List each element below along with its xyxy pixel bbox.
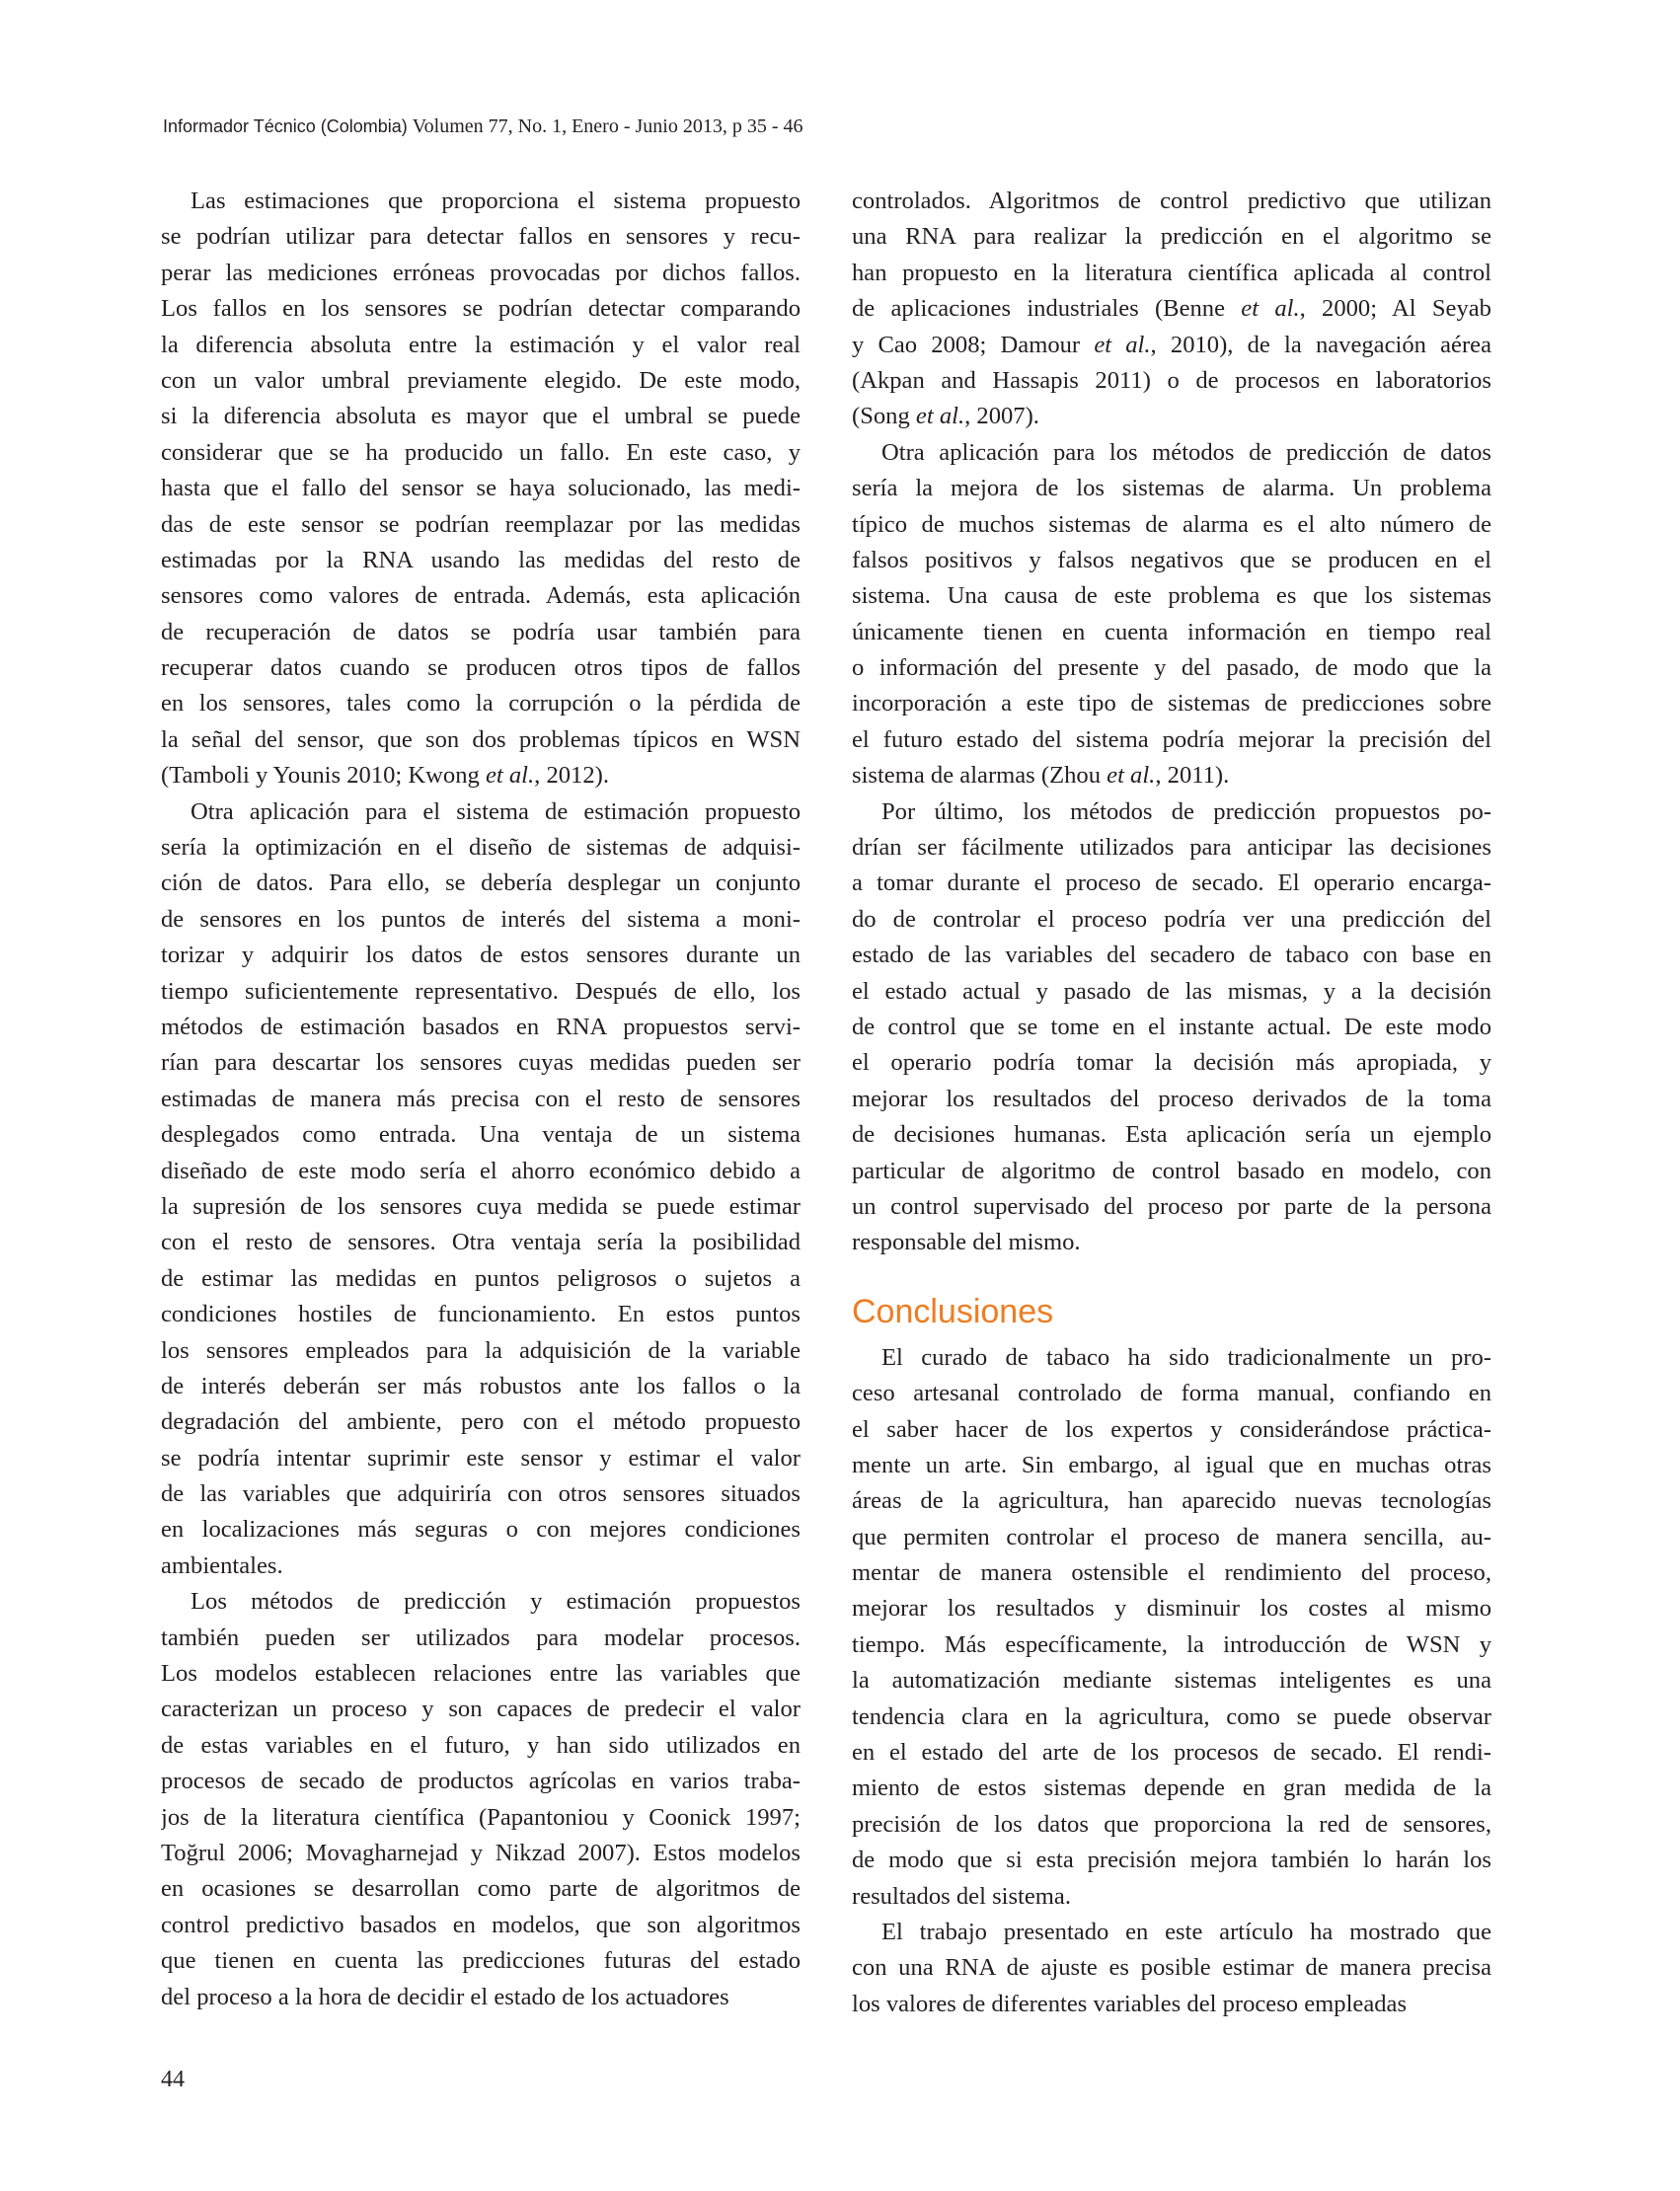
text-line: métodos de estimación basados en RNA propuestos servi- xyxy=(161,1013,801,1040)
text-line: en ocasiones se desarrollan como parte de algoritmos de xyxy=(161,1875,801,1903)
text-line: ción de datos. Para ello, se debería desplegar un conjunto xyxy=(161,869,801,897)
text-line: miento de estos sistemas depende en gran medida de la xyxy=(852,1775,1491,1802)
text-line: Toğrul 2006; Movagharnejad y Nikzad 2007). Estos modelos xyxy=(161,1839,801,1866)
text-line: en localizaciones más seguras o con mejores condiciones xyxy=(161,1516,801,1544)
text-line: torizar y adquirir los datos de estos sensores durante un xyxy=(161,942,801,969)
right-column xyxy=(852,184,1491,2022)
text-line: de interés deberán ser más robustos ante los fallos o la xyxy=(161,1372,801,1399)
text-line: los valores de diferentes variables del proceso empleadas xyxy=(852,1990,1408,2017)
text-line: falsos positivos y falsos negativos que se producen en el xyxy=(852,546,1491,573)
text-line: ceso artesanal controlado de forma manual, confiando en xyxy=(852,1380,1491,1407)
text-line: degradación del ambiente, pero con el método propuesto xyxy=(161,1408,801,1436)
text-line: do de controlar el proceso podría ver una predicción del xyxy=(852,905,1491,933)
text-line: en el estado del arte de los procesos de secado. El rendi- xyxy=(852,1739,1491,1767)
left-column xyxy=(161,184,801,2015)
text-line: que tienen en cuenta las predicciones futuras del estado xyxy=(161,1947,801,1975)
text-line: o información del presente y del pasado, de modo que la xyxy=(852,654,1491,682)
text-line: típico de muchos sistemas de alarma es el alto número de xyxy=(852,510,1491,538)
text-line: con una RNA de ajuste es posible estimar de manera precisa xyxy=(852,1954,1491,1982)
text-line: Los modelos establecen relaciones entre las variables que xyxy=(161,1660,801,1688)
text-line: la automatización mediante sistemas inteligentes es una xyxy=(852,1667,1491,1695)
text-line: mejorar los resultados y disminuir los costes al mismo xyxy=(852,1595,1491,1623)
text-line: Los fallos en los sensores se podrían detectar comparando xyxy=(161,295,801,323)
text-line: controlados. Algoritmos de control predictivo que utilizan xyxy=(852,188,1491,214)
text-line: considerar que se ha producido un fallo. En este caso, y xyxy=(161,438,801,466)
text-line: de control que se tome en el instante actual. De este modo xyxy=(852,1013,1491,1040)
text-line: sería la optimización en el diseño de sistemas de adquisi- xyxy=(161,834,801,862)
text-line: la diferencia absoluta entre la estimación y el valor real xyxy=(161,331,801,358)
text-line: estimadas por la RNA usando las medidas del resto de xyxy=(161,546,801,573)
text-line: drían ser fácilmente utilizados para anticipar las decisiones xyxy=(852,834,1491,862)
text-line: resultados del sistema. xyxy=(852,1882,1071,1910)
journal-issue: Volumen 77, No. 1, Enero - Junio 2013, p 35 - 46 xyxy=(412,115,803,137)
text-line: Otra aplicación para los métodos de predicción de datos xyxy=(881,438,1491,466)
text-line: tendencia clara en la agricultura, como se puede observar xyxy=(852,1702,1491,1730)
text-line: (Tamboli y Younis 2010; Kwong et al., 2012). xyxy=(161,762,609,790)
text-line: hasta que el fallo del sensor se haya solucionado, las medi- xyxy=(161,475,801,502)
page-number: 44 xyxy=(161,2067,185,2092)
text-line: han propuesto en la literatura científica aplicada al control xyxy=(852,259,1491,286)
text-line: condiciones hostiles de funcionamiento. En estos puntos xyxy=(161,1301,801,1328)
text-line: del proceso a la hora de decidir el estado de los actuadores xyxy=(161,1983,729,2010)
text-line: el futuro estado del sistema podría mejorar la precisión del xyxy=(852,725,1491,753)
text-line: en los sensores, tales como la corrupción o la pérdida de xyxy=(161,690,801,718)
text-line: de sensores en los puntos de interés del sistema a moni- xyxy=(161,905,801,933)
text-line: con un valor umbral previamente elegido. De este modo, xyxy=(161,366,801,394)
text-line: Las estimaciones que proporciona el sistema propuesto xyxy=(191,188,801,214)
text-line: ambientales. xyxy=(161,1551,283,1579)
text-line: de recuperación de datos se podría usar también para xyxy=(161,618,801,645)
text-line: la señal del sensor, que son dos problemas típicos en WSN xyxy=(161,725,801,753)
text-line: perar las mediciones erróneas provocadas por dichos fallos. xyxy=(161,259,801,286)
text-line: (Akpan and Hassapis 2011) o de procesos en laboratorios xyxy=(852,366,1491,394)
text-line: de modo que si esta precisión mejora también lo harán los xyxy=(852,1847,1491,1874)
text-line: control predictivo basados en modelos, que son algoritmos xyxy=(161,1911,801,1938)
text-line: procesos de secado de productos agrícolas en varios traba- xyxy=(161,1768,801,1795)
text-line: responsable del mismo. xyxy=(852,1229,1081,1256)
text-line: sistema de alarmas (Zhou et al., 2011). xyxy=(852,762,1230,790)
text-line: también pueden ser utilizados para modelar procesos. xyxy=(161,1624,801,1651)
text-line: particular de algoritmo de control basado en modelo, con xyxy=(852,1157,1491,1184)
running-head xyxy=(163,115,803,138)
text-line: una RNA para realizar la predicción en el algoritmo se xyxy=(852,223,1491,251)
text-line: la supresión de los sensores cuya medida se puede estimar xyxy=(161,1192,801,1220)
journal-name: Informador Técnico (Colombia) xyxy=(163,116,408,136)
text-line: y Cao 2008; Damour et al., 2010), de la navegación aérea xyxy=(852,331,1491,358)
text-line: se podría intentar suprimir este sensor y estimar el valor xyxy=(161,1444,801,1472)
text-line: incorporación a este tipo de sistemas de predicciones sobre xyxy=(852,690,1491,718)
text-line: desplegados como entrada. Una ventaja de un sistema xyxy=(161,1121,801,1149)
text-line: tiempo. Más específicamente, la introducción de WSN y xyxy=(852,1630,1491,1658)
text-line: el operario podría tomar la decisión más apropiada, y xyxy=(852,1049,1491,1077)
text-line: de las variables que adquiriría con otros sensores situados xyxy=(161,1480,801,1508)
text-line: únicamente tienen en cuenta información en tiempo real xyxy=(852,618,1491,645)
text-line: El curado de tabaco ha sido tradicionalmente un pro- xyxy=(881,1343,1491,1371)
text-line: de aplicaciones industriales (Benne et al., 2000; Al Seyab xyxy=(852,295,1491,323)
text-line: que permiten controlar el proceso de manera sencilla, au- xyxy=(852,1523,1491,1550)
text-line: estado de las variables del secadero de tabaco con base en xyxy=(852,942,1491,969)
text-line: mente un arte. Sin embargo, al igual que en muchas otras xyxy=(852,1451,1491,1478)
text-line: sensores como valores de entrada. Además, esta aplicación xyxy=(161,582,801,610)
text-line: caracterizan un proceso y son capaces de predecir el valor xyxy=(161,1696,801,1723)
text-line: tiempo suficientemente representativo. Después de ello, los xyxy=(161,977,801,1005)
text-line: áreas de la agricultura, han aparecido nuevas tecnologías xyxy=(852,1487,1491,1515)
text-line: de estas variables en el futuro, y han sido utilizados en xyxy=(161,1731,801,1759)
text-line: diseñado de este modo sería el ahorro económico debido a xyxy=(161,1157,801,1184)
text-line: con el resto de sensores. Otra ventaja sería la posibilidad xyxy=(161,1229,801,1256)
text-line: precisión de los datos que proporciona la red de sensores, xyxy=(852,1810,1491,1838)
text-line: el saber hacer de los expertos y considerándose práctica- xyxy=(852,1415,1491,1443)
text-line: Otra aplicación para el sistema de estimación propuesto xyxy=(191,797,801,825)
text-line: rían para descartar los sensores cuyas medidas pueden ser xyxy=(161,1049,801,1077)
text-line: los sensores empleados para la adquisición de la variable xyxy=(161,1336,801,1364)
text-line: el estado actual y pasado de las mismas, y a la decisión xyxy=(852,977,1491,1005)
text-line: El trabajo presentado en este artículo ha mostrado que xyxy=(881,1918,1491,1945)
text-line: (Song et al., 2007). xyxy=(852,403,1039,430)
text-line: mejorar los resultados del proceso derivados de la toma xyxy=(852,1085,1491,1112)
text-line: sería la mejora de los sistemas de alarma. Un problema xyxy=(852,475,1491,502)
text-line: jos de la literatura científica (Papantoniou y Coonick 1997; xyxy=(161,1803,801,1831)
text-line: de decisiones humanas. Esta aplicación sería un ejemplo xyxy=(852,1121,1491,1149)
text-line: si la diferencia absoluta es mayor que el umbral se puede xyxy=(161,403,801,430)
text-line: sistema. Una causa de este problema es que los sistemas xyxy=(852,582,1491,610)
text-line: recuperar datos cuando se producen otros tipos de fallos xyxy=(161,654,801,682)
text-line: se podrían utilizar para detectar fallos en sensores y recu- xyxy=(161,223,801,251)
text-line: mentar de manera ostensible el rendimiento del proceso, xyxy=(852,1559,1491,1587)
text-line: un control supervisado del proceso por parte de la persona xyxy=(852,1192,1491,1220)
text-line: de estimar las medidas en puntos peligrosos o sujetos a xyxy=(161,1264,801,1292)
text-line: Los métodos de predicción y estimación propuestos xyxy=(191,1588,801,1616)
text-line: das de este sensor se podrían reemplazar por las medidas xyxy=(161,510,801,538)
section-title-conclusiones: Conclusiones xyxy=(852,1292,1054,1330)
text-line: Por último, los métodos de predicción propuestos po- xyxy=(881,797,1491,825)
text-line: estimadas de manera más precisa con el resto de sensores xyxy=(161,1085,801,1112)
text-line: a tomar durante el proceso de secado. El operario encarga- xyxy=(852,869,1491,897)
